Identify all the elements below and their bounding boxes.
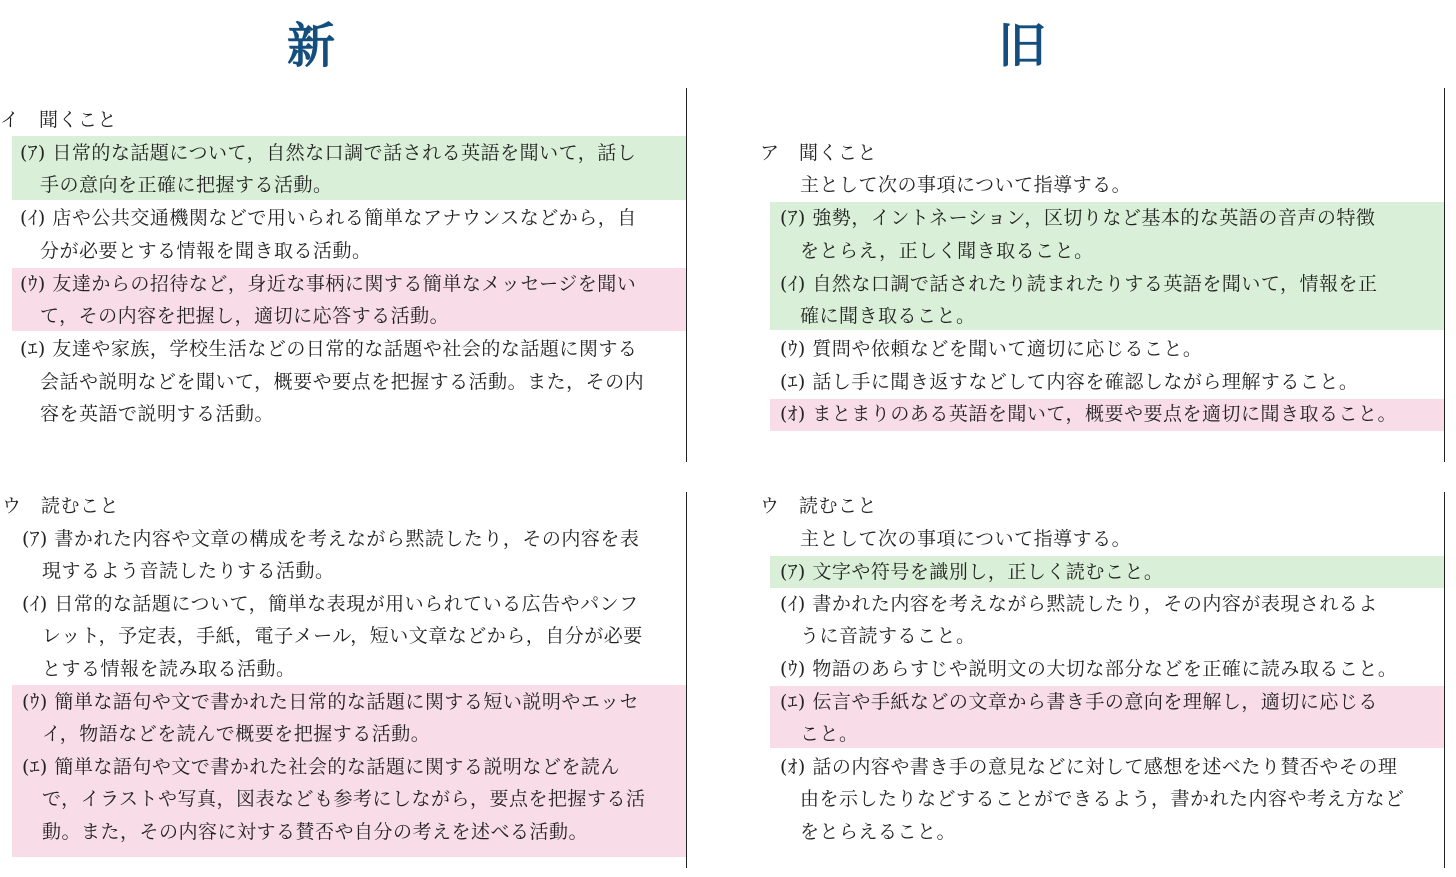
item-line: (ｱ) 日常的な話題について，自然な口調で話される英語を聞いて，話し: [20, 142, 637, 164]
item-line: 容を英語で説明する活動。: [40, 403, 275, 425]
item-line: で，イラストや写真，図表なども参考にしながら，要点を把握する活: [42, 788, 646, 810]
item-line: 会話や説明などを聞いて，概要や要点を把握する活動。また，その内: [40, 371, 645, 393]
item-line: 確に聞き取ること。: [800, 305, 976, 327]
item-line: (ｲ) 日常的な話題について，簡単な表現が用いられている広告やパンフ: [22, 593, 639, 615]
item-line: 分が必要とする情報を聞き取る活動。: [40, 240, 372, 262]
item-line: をとらえ，正しく聞き取ること。: [800, 240, 1094, 262]
section-title: ウ 読むこと: [760, 495, 878, 517]
item-line: (ｲ) 自然な口調で話されたり読まれたりする英語を聞いて，情報を正: [780, 273, 1378, 295]
item-line: (ｵ) 話の内容や書き手の意見などに対して感想を述べたり賛否やその理: [780, 756, 1398, 778]
item-line: 主として次の事項について指導する。: [800, 528, 1132, 550]
item-line: 現するよう音読したりする活動。: [42, 560, 335, 582]
item-line: (ｴ) 友達や家族，学校生活などの日常的な話題や社会的な話題に関する: [20, 338, 638, 360]
item-line: (ｴ) 簡単な語句や文で書かれた社会的な話題に関する説明などを読ん: [22, 756, 620, 778]
divider-new-reading: [686, 492, 687, 868]
item-line: (ｲ) 書かれた内容を考えながら黙読したり，その内容が表現されるよ: [780, 593, 1378, 615]
divider-old-listening: [1444, 88, 1445, 462]
item-line: (ｳ) 物語のあらすじや説明文の大切な部分などを正確に読み取ること。: [780, 658, 1398, 680]
heading-old: 旧: [998, 18, 1047, 74]
item-line: をとらえること。: [800, 821, 957, 843]
item-line: うに音読すること。: [800, 625, 976, 647]
item-line: 主として次の事項について指導する。: [800, 174, 1132, 196]
item-line: 動。また，その内容に対する賛否や自分の考えを述べる活動。: [42, 821, 589, 843]
item-line: 由を示したりなどすることができるよう，書かれた内容や考え方など: [800, 788, 1405, 810]
item-line: (ｱ) 書かれた内容や文章の構成を考えながら黙読したり，その内容を表: [22, 528, 640, 550]
item-line: (ｳ) 友達からの招待など，身近な事柄に関する簡単なメッセージを聞い: [20, 273, 637, 295]
item-line: イ，物語などを読んで概要を把握する活動。: [42, 723, 431, 745]
divider-new-listening: [686, 88, 687, 462]
item-line: (ｵ) まとまりのある英語を聞いて，概要や要点を適切に聞き取ること。: [780, 403, 1397, 425]
item-line: 手の意向を正確に把握する活動。: [40, 174, 333, 196]
item-line: レット，予定表，手紙，電子メール，短い文章などから，自分が必要: [42, 625, 643, 647]
section-title: ウ 読むこと: [2, 495, 120, 517]
item-line: て，その内容を把握し，適切に応答する活動。: [40, 305, 450, 327]
heading-new: 新: [287, 18, 336, 74]
item-line: とする情報を読み取る活動。: [42, 658, 296, 680]
item-line: (ｱ) 強勢，イントネーション，区切りなど基本的な英語の音声の特徴: [780, 207, 1376, 229]
item-line: (ｳ) 簡単な語句や文で書かれた日常的な話題に関する短い説明やエッセ: [22, 691, 639, 713]
divider-old-reading: [1444, 492, 1445, 868]
item-line: (ｴ) 伝言や手紙などの文章から書き手の意向を理解し，適切に応じる: [780, 691, 1378, 713]
item-line: (ｳ) 質問や依頼などを聞いて適切に応じること。: [780, 338, 1203, 360]
item-line: (ｱ) 文字や符号を識別し，正しく読むこと。: [780, 561, 1164, 583]
item-line: (ｲ) 店や公共交通機関などで用いられる簡単なアナウンスなどから，自: [20, 207, 637, 229]
item-line: (ｴ) 話し手に聞き返すなどして内容を確認しながら理解すること。: [780, 371, 1359, 393]
item-line: こと。: [800, 723, 859, 745]
section-title: イ 聞くこと: [0, 109, 118, 131]
section-title: ア 聞くこと: [760, 142, 878, 164]
